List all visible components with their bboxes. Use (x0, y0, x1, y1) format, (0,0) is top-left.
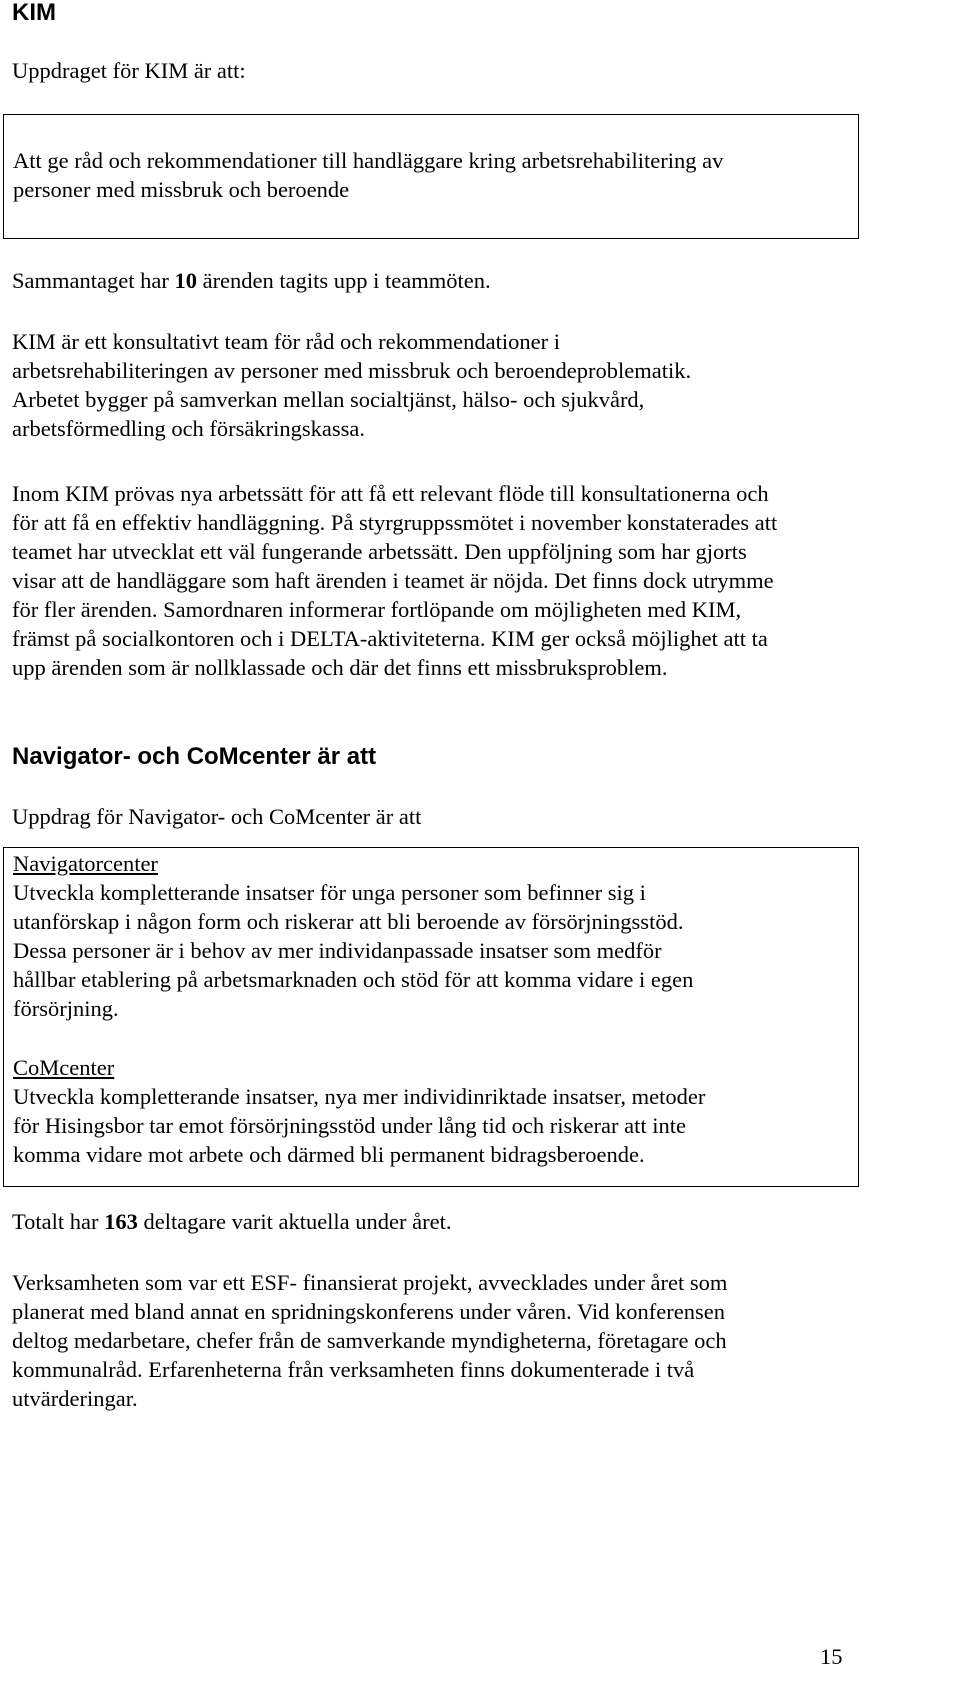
navigator-paragraph: Verksamheten som var ett ESF- finansierat projekt, avvecklades under året som planerat med bland annat en spridningskonferens under våren. Vid konferensen deltog medarbetare, chefer från de samverkande myndigheterna, företagare och kommunalråd. Erfarenheterna från verksamheten finns dokumenterade i två utvärderingar. (12, 1270, 728, 1411)
kim-box-line: Att ge råd och rekommendationer till handläggare kring arbetsrehabilitering av (13, 148, 724, 173)
navigator-assignment-box (3, 847, 859, 1187)
kim-heading: KIM (12, 0, 56, 26)
navigator-assignment-intro: Uppdrag för Navigator- och CoMcenter är att (12, 804, 422, 829)
kim-paragraph-2: Inom KIM prövas nya arbetssätt för att få ett relevant flöde till konsultationerna och för att få en effektiv handläggning. På styrgruppssmötet i november konstaterades att teamet har utvecklat ett väl fungerande arbetssätt. Den uppföljning som har gjorts visar att de handläggare som haft ärenden i teamet är nöjda. Det finns dock utrymme för fler ärenden. Samordnaren informerar fortlöpande om möjligheten med KIM, främst på socialkontoren och i DELTA-aktiviteterna. KIM ger också möjlighet att ta upp ärenden som är nollklassade och där det finns ett missbruksproblem. (12, 481, 778, 680)
participant-count: 163 (104, 1209, 138, 1234)
page-number: 15 (820, 1644, 843, 1669)
kim-assignment-intro: Uppdraget för KIM är att: (12, 58, 246, 83)
kim-paragraph-1: KIM är ett konsultativt team för råd och rekommendationer i arbetsrehabiliteringen av personer med missbruk och beroendeproblematik. Arbetet bygger på samverkan mellan socialtjänst, hälso- och sjukvård, arbetsförmedling och försäkringskassa. (12, 329, 692, 441)
navigatorcenter-block: Navigatorcenter Utveckla kompletterande insatser för unga personer som befinner sig i utanförskap i någon form och riskerar att bli beroende av försörjningsstöd. Dessa personer är i behov av mer individanpassade insatser som medför hållbar etablering på arbetsmarknaden och stöd för att komma vidare i egen försörjning. (13, 851, 694, 1021)
navigatorcenter-title: Navigatorcenter (13, 851, 158, 876)
kim-summary: Sammantaget har 10 ärenden tagits upp i teammöten. (12, 268, 491, 293)
kim-assignment-box (3, 114, 859, 239)
comcenter-title: CoMcenter (13, 1055, 115, 1080)
navigator-total: Totalt har 163 deltagare varit aktuella under året. (12, 1209, 452, 1234)
navigator-heading: Navigator- och CoMcenter är att (12, 743, 377, 770)
kim-case-count: 10 (174, 268, 197, 293)
kim-box-line: personer med missbruk och beroende (13, 177, 350, 202)
comcenter-block: CoMcenter Utveckla kompletterande insatser, nya mer individinriktade insatser, metoder för Hisingsbor tar emot försörjningsstöd under lång tid och riskerar att inte komma vidare mot arbete och därmed bli permanent bidragsberoende. (13, 1055, 706, 1167)
